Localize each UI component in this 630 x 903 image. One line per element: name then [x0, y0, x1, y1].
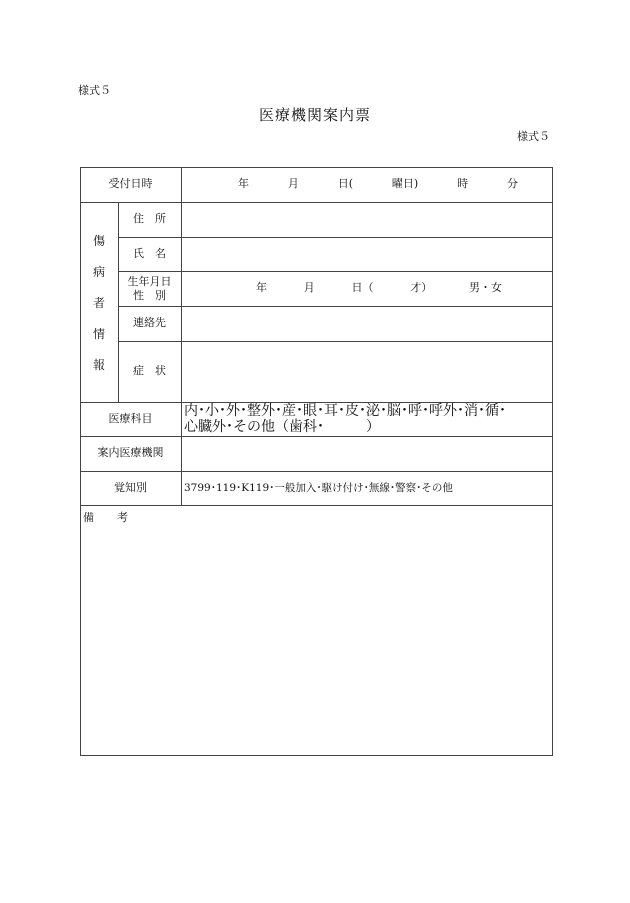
department-label: 医療科目 — [108, 411, 153, 425]
name-label: 氏 名 — [133, 246, 166, 260]
dob-age: 才） — [410, 281, 433, 295]
address-label: 住 所 — [133, 212, 166, 226]
received-weekday: 曜日) — [391, 177, 419, 191]
name-field[interactable] — [182, 238, 552, 271]
notes-label: 備 考 — [83, 511, 134, 524]
received-label: 受付日時 — [108, 177, 153, 191]
form-code-top: 様式５ — [78, 84, 111, 97]
symptom-label: 症 状 — [133, 364, 166, 378]
received-year: 年 — [238, 177, 249, 191]
department-line-1: 内･小･外･整外･産･眼･耳･皮･泌･脳･呼･呼外･消･循･ — [184, 403, 506, 420]
received-minute: 分 — [506, 177, 518, 191]
received-hour: 時 — [457, 177, 469, 191]
awareness-label: 覚知別 — [114, 480, 147, 494]
received-month: 月 — [287, 177, 299, 191]
received-value[interactable] — [238, 167, 518, 202]
page-title: 医療機関案内票 — [258, 106, 371, 124]
dob-gender-field[interactable] — [256, 271, 502, 306]
notes-field[interactable] — [81, 506, 552, 755]
department-line-2: 心臓外･その他（歯科･ ） — [184, 418, 380, 435]
received-day: 日( — [337, 177, 354, 191]
dob-gender-label: 生年月日 性 別 — [127, 274, 172, 302]
dob-month: 月 — [303, 281, 315, 295]
address-field[interactable] — [182, 203, 552, 237]
gender-choice: 男・女 — [469, 281, 502, 295]
symptom-field[interactable] — [182, 342, 552, 402]
patient-info-label: 傷 病 者 情 報 — [92, 233, 105, 372]
awareness-options[interactable]: 3799･119･K119･一般加入･駆け付け･無線･警察･その他 — [184, 481, 453, 494]
form-code-right: 様式５ — [517, 130, 550, 143]
guidance-hospital-field[interactable] — [182, 437, 552, 471]
dob-day: 日（ — [351, 281, 374, 295]
department-options[interactable] — [184, 403, 550, 436]
contact-label: 連絡先 — [133, 316, 166, 330]
dob-year: 年 — [256, 281, 267, 295]
guidance-hospital-label: 案内医療機関 — [97, 446, 164, 460]
contact-field[interactable] — [182, 307, 552, 341]
